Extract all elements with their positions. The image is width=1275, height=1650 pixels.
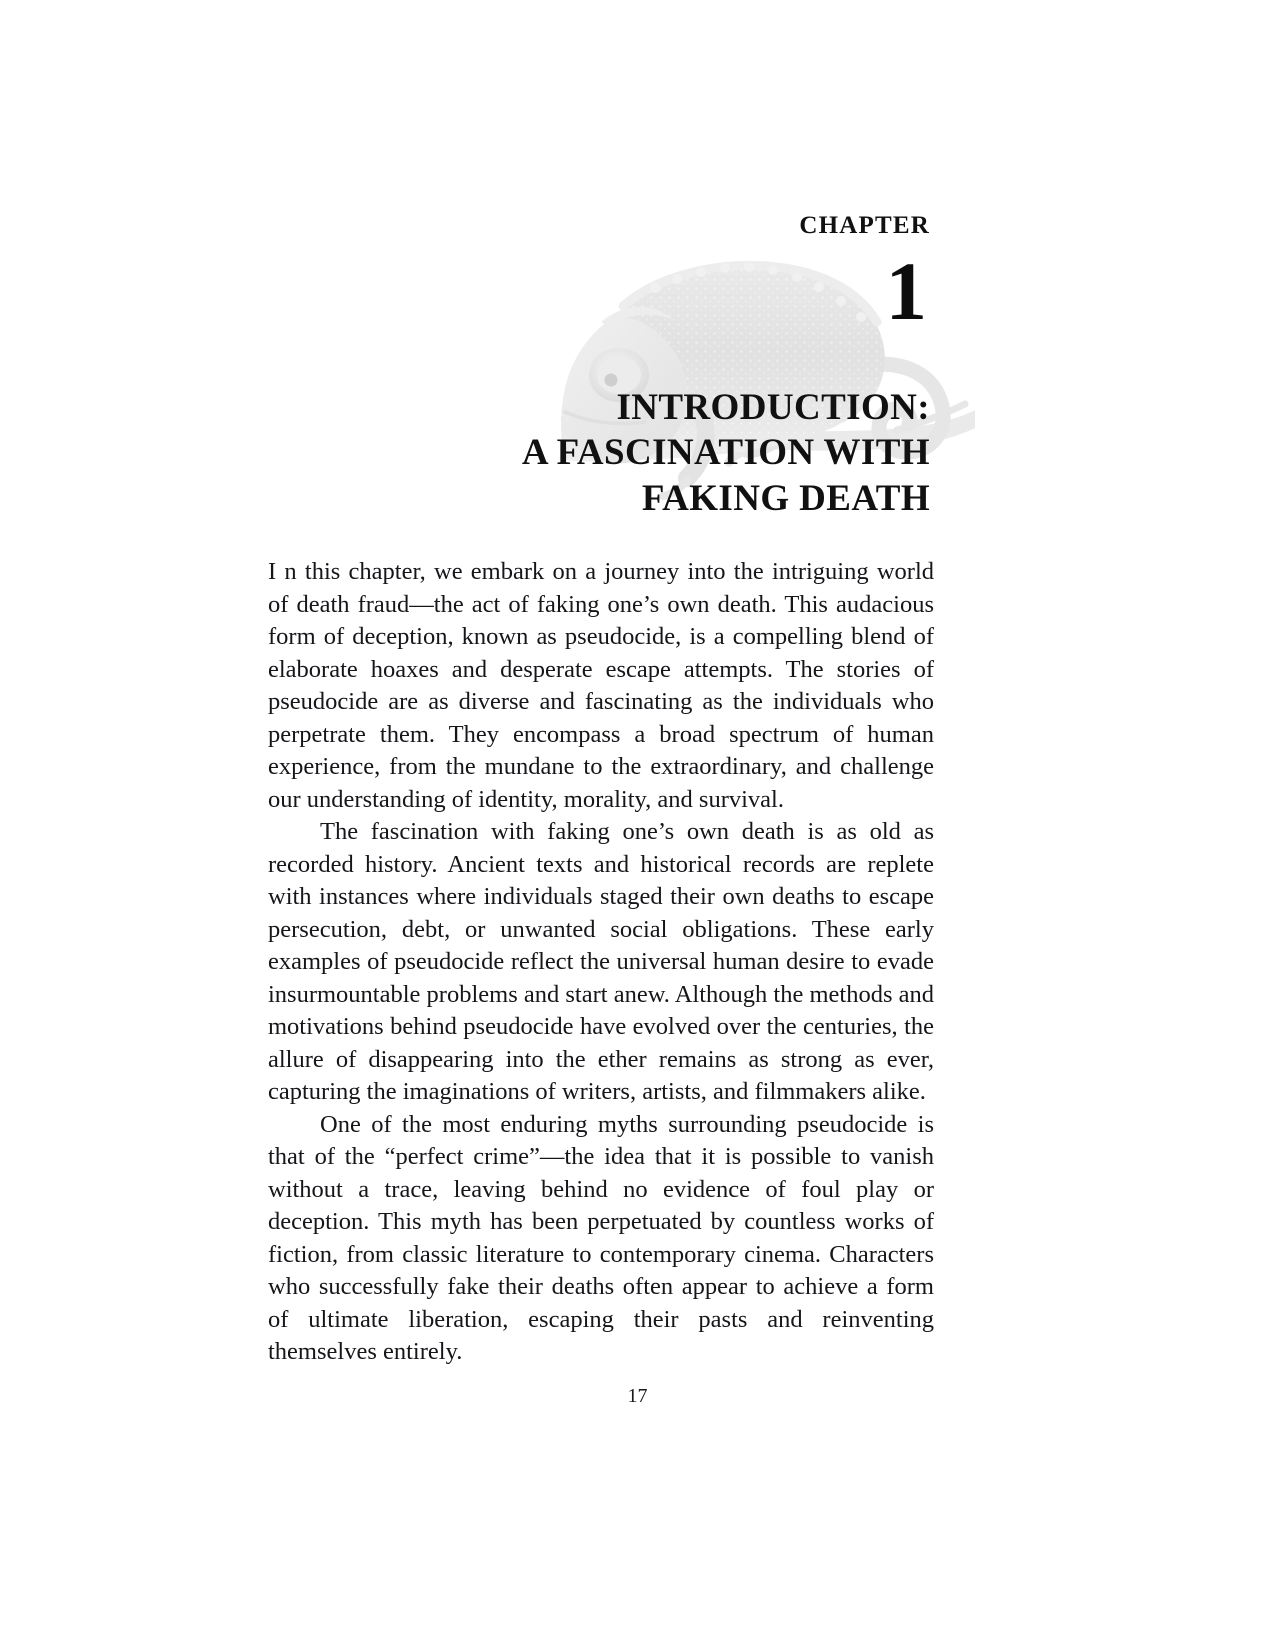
paragraph-2: The fascination with faking one’s own death is as old as recorded history. Ancient texts and historical records are replete with instances where individuals staged their own deaths to escape persecution, debt, or unwanted social obligations. These early examples of pseudocide reflect the universal human desire to evade insurmountable problems and start anew. Although the methods and motivations behind pseudocide have evolved over the centuries, the allure of disappearing into the ether remains as strong as ever, capturing the imaginations of writers, artists, and filmmakers alike. [268,818,934,1105]
page-title [290,385,930,522]
body-text [268,556,934,1369]
chapter-number: 1 [885,245,927,337]
paragraph-1: I n this chapter, we embark on a journey into the intriguing world of death fraud—the act of faking one’s own death. This audacious form of deception, known as pseudocide, is a compelling blend of elaborate hoaxes and desperate escape attempts. The stories of pseudocide are as diverse and fascinating as the individuals who perpetrate them. They encompass a broad spectrum of human experience, from the mundane to the extraordinary, and challenge our understanding of identity, morality, and survival. [268,558,934,813]
title-line-1: INTRODUCTION: [616,386,930,428]
paragraph-3: One of the most enduring myths surrounding pseudocide is that of the “perfect crime”—the idea that it is possible to vanish without a trace, leaving behind no evidence of foul play or deception. This myth has been perpetuated by countless works of fiction, from classic literature to contemporary cinema. Characters who successfully fake their deaths often appear to achieve a form of ultimate liberation, escaping their pasts and reinventing themselves entirely. [268,1110,934,1365]
title-line-3: FAKING DEATH [641,477,930,519]
title-line-2: A FASCINATION WITH [521,432,930,474]
chapter-label: CHAPTER [799,212,930,239]
chapter-header [0,0,1275,530]
page-number: 17 [627,1385,648,1407]
